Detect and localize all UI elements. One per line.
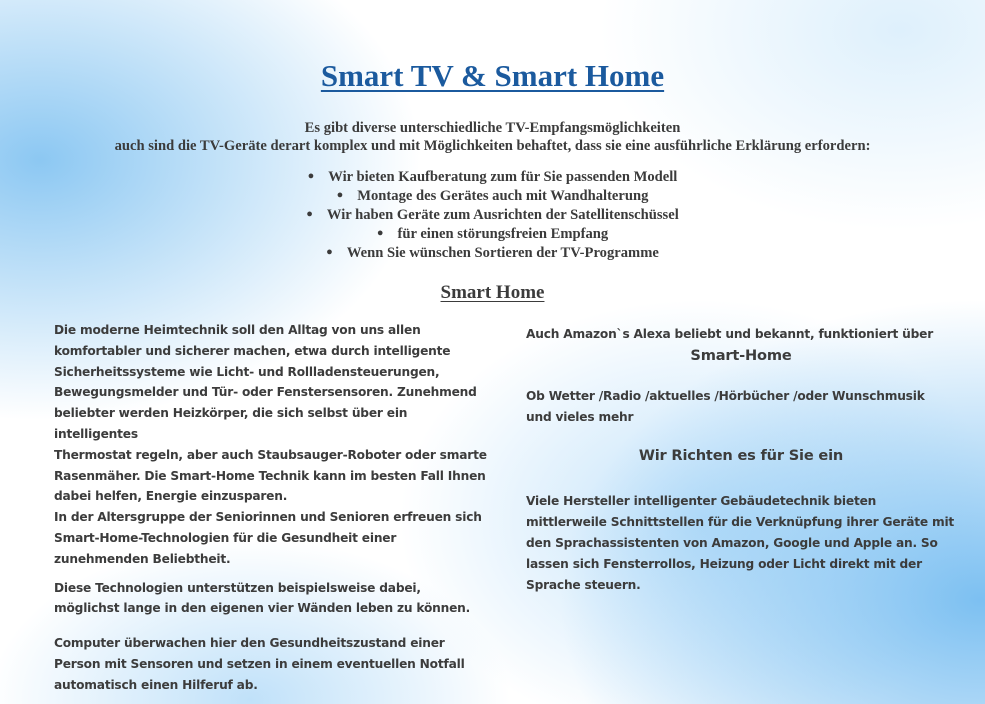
text-line: dabei helfen, Energie einzusparen. bbox=[54, 489, 288, 504]
bullet-item bbox=[0, 167, 985, 186]
bullet-item bbox=[0, 186, 985, 205]
bullet-icon: ● bbox=[307, 170, 315, 182]
intro-text bbox=[0, 119, 985, 155]
text-line: Rasenmäher. Die Smart-Home Technik kann im besten Fall Ihnen bbox=[54, 468, 486, 483]
page-title: Smart TV & Smart Home bbox=[320, 58, 665, 93]
text-line: den Sprachassistenten von Amazon, Google und Apple an. So bbox=[526, 535, 938, 550]
bullet-icon: ● bbox=[336, 189, 344, 201]
text-line: Ob Wetter /Radio /aktuelles /Hörbücher /oder Wunschmusik bbox=[526, 388, 925, 403]
text-line: Bewegungsmelder und Tür- oder Fenstersensoren. Zunehmend bbox=[54, 385, 477, 400]
text-line: Person mit Sensoren und setzen in einem eventuellen Notfall bbox=[54, 656, 465, 671]
intro-line-1: Es gibt diverse unterschiedliche TV-Empfangsmöglichkeiten bbox=[304, 120, 681, 136]
text-line: lassen sich Fensterrollos, Heizung oder Licht direkt mit der bbox=[526, 556, 922, 571]
bullet-icon: ● bbox=[326, 246, 333, 258]
text-line: und vieles mehr bbox=[526, 409, 634, 424]
left-paragraph-1 bbox=[54, 320, 494, 570]
left-paragraph-2 bbox=[54, 578, 494, 620]
text-line: automatisch einen Hilferuf ab. bbox=[54, 677, 258, 692]
setup-heading: Wir Richten es für Sie ein bbox=[638, 447, 844, 465]
bullet-item bbox=[0, 224, 985, 243]
right-column bbox=[526, 324, 956, 595]
text-line: beliebter werden Heizkörper, die sich selbst über ein intelligentes bbox=[54, 406, 408, 441]
alexa-subheading: Smart-Home bbox=[690, 346, 792, 364]
bullet-icon: ● bbox=[376, 227, 384, 239]
intro-line-2: auch sind die TV-Geräte derart komplex und mit Möglichkeiten behaftet, dass sie eine ausführliche Erklärung erfordern: bbox=[114, 138, 871, 154]
text-line: Diese Technologien unterstützen beispielsweise dabei, bbox=[54, 580, 421, 595]
bullet-text: für einen störungsfreien Empfang bbox=[397, 226, 609, 242]
text-line: Thermostat regeln, aber auch Staubsauger-Roboter oder smarte bbox=[54, 447, 487, 462]
weather-paragraph bbox=[526, 386, 956, 428]
text-line: In der Altersgruppe der Seniorinnen und Senioren erfreuen sich bbox=[54, 510, 482, 525]
text-line: komfortabler und sicherer machen, etwa durch intelligente bbox=[54, 343, 451, 358]
smart-home-heading: Smart Home bbox=[440, 282, 545, 303]
bullet-item bbox=[0, 243, 985, 262]
text-line: Sicherheitssysteme wie Licht- und Rollladensteuerungen, bbox=[54, 364, 440, 379]
bullet-item bbox=[0, 205, 985, 224]
left-column bbox=[54, 320, 494, 696]
bullet-text: Wir haben Geräte zum Ausrichten der Satellitenschüssel bbox=[326, 207, 679, 223]
left-paragraph-3 bbox=[54, 633, 494, 695]
text-line: Smart-Home-Technologien für die Gesundheit einer bbox=[54, 530, 397, 545]
bullet-icon: ● bbox=[306, 208, 313, 220]
text-line: Sprache steuern. bbox=[526, 577, 641, 592]
service-bullet-list bbox=[0, 167, 985, 262]
bullet-text: Montage des Gerätes auch mit Wandhalterung bbox=[357, 188, 649, 204]
text-line: Die moderne Heimtechnik soll den Alltag von uns allen bbox=[54, 323, 421, 337]
text-line: möglichst lange in den eigenen vier Wänden leben zu können. bbox=[54, 601, 471, 616]
bullet-text: Wir bieten Kaufberatung zum für Sie passenden Modell bbox=[328, 169, 678, 185]
bullet-text: Wenn Sie wünschen Sortieren der TV-Programme bbox=[346, 245, 659, 261]
text-line: Computer überwachen hier den Gesundheitszustand einer bbox=[54, 636, 445, 651]
text-line: Viele Hersteller intelligenter Gebäudetechnik bieten bbox=[526, 494, 877, 509]
text-line: mittlerweile Schnittstellen für die Verknüpfung ihrer Geräte mit bbox=[526, 515, 955, 530]
vendors-paragraph bbox=[526, 491, 956, 595]
alexa-line: Auch Amazon`s Alexa beliebt und bekannt, funktioniert über bbox=[526, 327, 934, 341]
text-line: zunehmenden Beliebtheit. bbox=[54, 551, 231, 566]
